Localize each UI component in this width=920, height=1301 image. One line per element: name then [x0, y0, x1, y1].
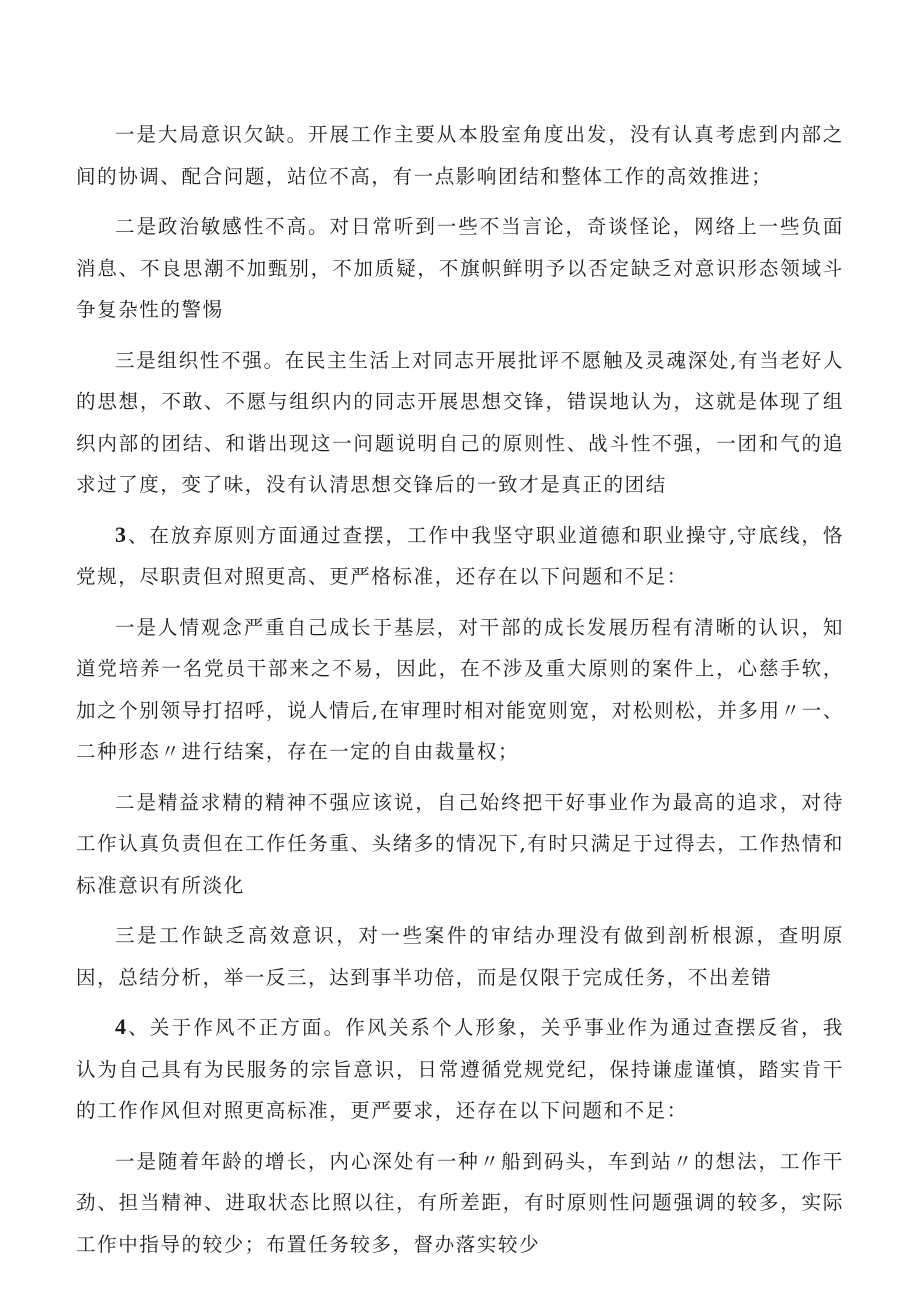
- paragraph-text: 、在放弃原则方面通过查摆，工作中我坚守职业道德和职业操守,守底线，恪党规，尽职责但对照更高、更严格标准，还存在以下问题和不足：: [76, 523, 844, 588]
- paragraph-text: 二是政治敏感性不高。对日常听到一些不当言论，奇谈怪论，网络上一些负面消息、不良思潮不加甄别，不加质疑，不旗帜鲜明予以否定缺乏对意识形态领域斗争复杂性的警惕: [76, 215, 844, 321]
- paragraph-6: [76, 781, 844, 907]
- paragraph-1: [76, 113, 844, 197]
- paragraph-text: 二是精益求精的精神不强应该说，自己始终把干好事业作为最高的追求，对待工作认真负责但在工作任务重、头绪多的情况下,有时只满足于过得去，工作热情和标准意识有所淡化: [76, 790, 844, 897]
- paragraph-2: [76, 205, 844, 331]
- paragraph-text: 一是随着年龄的增长，内心深处有一种〃船到码头，车到站〃的想法，工作干劲、担当精神、进取状态比照以往，有所差距，有时原则性问题强调的较多，实际工作中指导的较少；布置任务较多，督办落实较少: [76, 1149, 844, 1256]
- paragraph-text: 、关于作风不正方面。作风关系个人形象，关乎事业作为通过查摆反省，我认为自己具有为民服务的宗旨意识，日常遵循党规党纪，保持谦虚谨慎，踏实肯干的工作作风但对照更高标准，更严要求，还存在以下问题和不足：: [76, 1016, 844, 1122]
- paragraph-8: [76, 1006, 844, 1132]
- paragraph-text: 一是大局意识欠缺。开展工作主要从本股室角度出发，没有认真考虑到内部之间的协调、配合问题，站位不高，有一点影响团结和整体工作的高效推进；: [76, 123, 844, 188]
- item-number: 3: [115, 521, 128, 547]
- paragraph-5: [76, 606, 844, 773]
- paragraph-text: 三是组织性不强。在民主生活上对同志开展批评不愿触及灵魂深处,有当老好人的思想，不敢、不愿与组织内的同志开展思想交锋，错误地认为，这就是体现了组织内部的团结、和谐出现这一问题说明自己的原则性、战斗性不强，一团和气的追求过了度，变了味，没有认清思想交锋后的一致才是真正的团结: [76, 348, 844, 496]
- paragraph-4: [76, 514, 844, 598]
- paragraph-3: [76, 339, 844, 506]
- paragraph-text: 一是人情观念严重自己成长于基层，对干部的成长发展历程有清晰的认识，知道党培养一名党员干部来之不易，因此，在不涉及重大原则的案件上，心慈手软，加之个别领导打招呼，说人情后,在审理时相对能宽则宽，对松则松，并多用〃一、二种形态〃进行结案，存在一定的自由裁量权；: [76, 615, 844, 763]
- paragraph-text: 三是工作缺乏高效意识，对一些案件的审结办理没有做到剖析根源，查明原因，总结分析，举一反三，达到事半功倍，而是仅限于完成任务，不出差错: [76, 924, 844, 989]
- document-body: [76, 113, 844, 1273]
- item-number: 4: [115, 1014, 128, 1039]
- paragraph-9: [76, 1140, 844, 1266]
- paragraph-7: [76, 914, 844, 998]
